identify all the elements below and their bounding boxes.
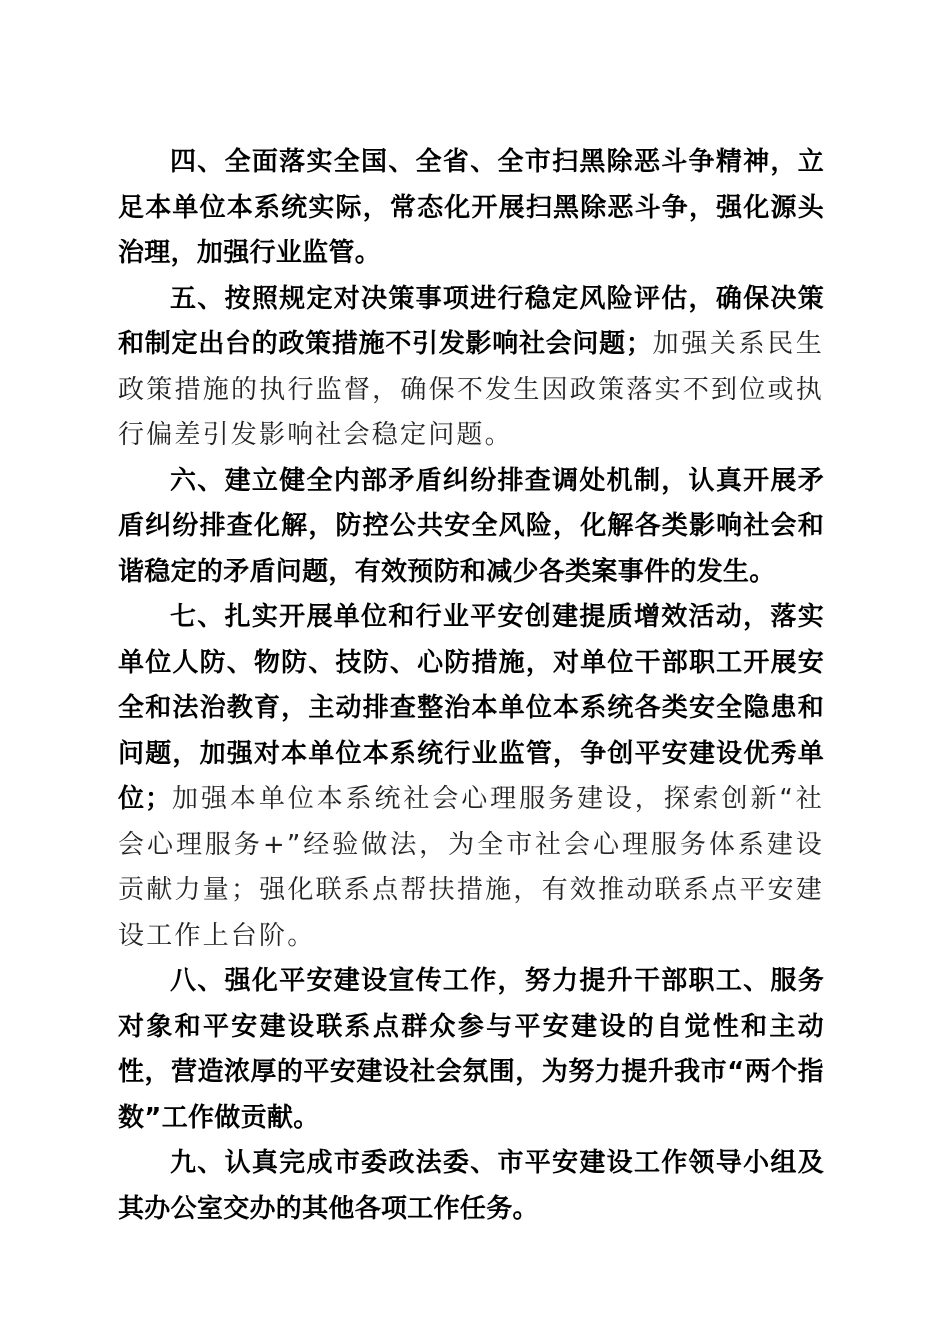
paragraph-7-text-b: 加强本单位本系统社会心理服务建设，探索创新“社会心理服务+”经验做法，为全市社会心理服务体系建设贡献力量；强化联系点帮扶措施，有效推动联系点平安建设工作上台阶。: [118, 784, 824, 951]
paragraph-8-text: 八、强化平安建设宣传工作，努力提升干部职工、服务对象和平安建设联系点群众参与平安建设的自觉性和主动性，营造浓厚的平安建设社会氛围，为努力提升我市“两个指数”工作做贡献。: [118, 966, 824, 1133]
paragraph-6: [118, 459, 824, 596]
paragraph-5: [118, 277, 824, 459]
paragraph-5-text-a: 五、按照规定对决策事项进行稳定风险评估，确保决策和制定出台的政策措施不引发影响社会问题；: [118, 283, 824, 359]
paragraph-9: [118, 1141, 824, 1232]
paragraph-4-text: 四、全面落实全国、全省、全市扫黑除恶斗争精神，立足本单位本系统实际，常态化开展扫黑除恶斗争，强化源头治理，加强行业监管。: [118, 147, 824, 268]
document-page: [118, 140, 824, 1232]
paragraph-8: [118, 959, 824, 1141]
paragraph-9-text: 九、认真完成市委政法委、市平安建设工作领导小组及其办公室交办的其他各项工作任务。: [118, 1148, 824, 1224]
paragraph-4: [118, 140, 824, 277]
paragraph-7: [118, 595, 824, 959]
paragraph-6-text: 六、建立健全内部矛盾纠纷排查调处机制，认真开展矛盾纠纷排查化解，防控公共安全风险，化解各类影响社会和谐稳定的矛盾问题，有效预防和减少各类案事件的发生。: [118, 465, 824, 587]
paragraph-5-text-b: 加强关系民生政策措施的执行监督，确保不发生因政策落实不到位或执行偏差引发影响社会稳定问题。: [118, 329, 824, 450]
paragraph-7-text-a: 七、扎实开展单位和行业平安创建提质增效活动，落实单位人防、物防、技防、心防措施，对单位干部职工开展安全和法治教育，主动排查整治本单位本系统各类安全隐患和问题，加强对本单位本系统行业监管，争创平安建设优秀单位；: [118, 602, 824, 814]
